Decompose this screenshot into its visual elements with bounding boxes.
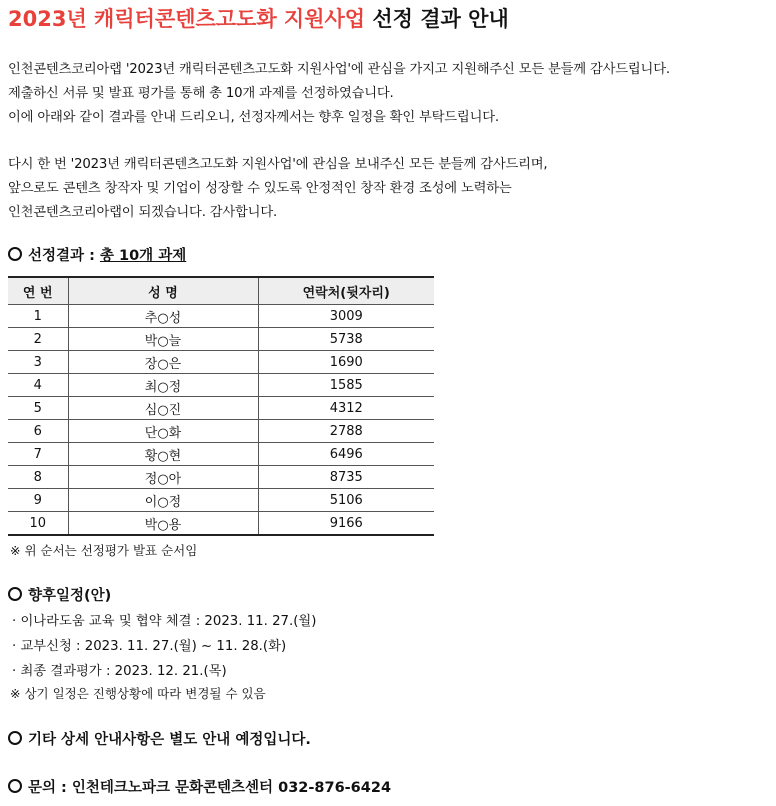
contact-digits: 1690: [258, 351, 434, 374]
results-heading-label: 선정결과 :: [28, 248, 100, 264]
person-name: 추○성: [68, 305, 258, 328]
hollow-circle-icon: [8, 247, 22, 261]
row-number: 7: [8, 443, 68, 466]
row-number: 1: [8, 305, 68, 328]
results-note: ※ 위 순서는 선정평가 발표 순서임: [10, 543, 198, 558]
person-name: 정○아: [68, 466, 258, 489]
hollow-circle-icon: [8, 587, 22, 601]
hollow-circle-icon: [8, 779, 22, 793]
title-highlight: 2023년 캐릭터콘텐츠고도화 지원사업: [8, 7, 366, 31]
etc-notice: [8, 730, 311, 750]
column-header: 연락처(뒷자리): [258, 277, 434, 305]
table-row: [8, 374, 434, 397]
schedule-heading: [8, 586, 111, 606]
table-row: [8, 305, 434, 328]
contact-text: 문의 : 인천테크노파크 문화콘텐츠센터 032-876-6424: [28, 780, 392, 796]
results-count: 총 10개 과제: [99, 248, 187, 264]
table-row: [8, 512, 434, 536]
column-header: 성 명: [68, 277, 258, 305]
column-header: 연 번: [8, 277, 68, 305]
intro-line: 이에 아래와 같이 결과를 안내 드리오니, 선정자께서는 향후 일정을 확인 부탁드립니다.: [8, 110, 499, 125]
schedule-note: ※ 상기 일정은 진행상황에 따라 변경될 수 있음: [10, 686, 266, 701]
intro-line: 인천콘텐츠코리아랩 '2023년 캐릭터콘텐츠고도화 지원사업'에 관심을 가지고 지원해주신 모든 분들께 감사드립니다.: [8, 62, 670, 77]
schedule-heading-label: 향후일정(안): [28, 588, 112, 604]
table-row: [8, 489, 434, 512]
row-number: 6: [8, 420, 68, 443]
contact-digits: 1585: [258, 374, 434, 397]
row-number: 10: [8, 512, 68, 536]
row-number: 8: [8, 466, 68, 489]
contact-info: [8, 778, 391, 798]
person-name: 장○은: [68, 351, 258, 374]
intro-line: 인천콘텐츠코리아랩이 되겠습니다. 감사합니다.: [8, 205, 278, 220]
schedule-item: · 교부신청 : 2023. 11. 27.(월) ~ 11. 28.(화): [12, 639, 287, 654]
table-row: [8, 328, 434, 351]
title-rest: 선정 결과 안내: [365, 7, 509, 31]
hollow-circle-icon: [8, 731, 22, 745]
page-title: [8, 4, 509, 34]
person-name: 박○용: [68, 512, 258, 536]
contact-digits: 8735: [258, 466, 434, 489]
intro-line: 제출하신 서류 및 발표 평가를 통해 총 10개 과제를 선정하였습니다.: [8, 86, 394, 101]
row-number: 2: [8, 328, 68, 351]
person-name: 이○정: [68, 489, 258, 512]
intro-line: 앞으로도 콘텐츠 창작자 및 기업이 성장할 수 있도록 안정적인 창작 환경 조성에 노력하는: [8, 181, 512, 196]
table-row: [8, 420, 434, 443]
person-name: 박○늘: [68, 328, 258, 351]
contact-digits: 9166: [258, 512, 434, 536]
row-number: 4: [8, 374, 68, 397]
etc-text: 기타 상세 안내사항은 별도 안내 예정입니다.: [28, 732, 311, 748]
intro-line: 다시 한 번 '2023년 캐릭터콘텐츠고도화 지원사업'에 관심을 보내주신 모든 분들께 감사드리며,: [8, 157, 548, 172]
row-number: 3: [8, 351, 68, 374]
table-row: [8, 466, 434, 489]
schedule-item: · 이나라도움 교육 및 협약 체결 : 2023. 11. 27.(월): [12, 614, 317, 629]
contact-digits: 5738: [258, 328, 434, 351]
table-row: [8, 443, 434, 466]
results-heading: [8, 246, 186, 266]
contact-digits: 2788: [258, 420, 434, 443]
contact-digits: 5106: [258, 489, 434, 512]
table-row: [8, 351, 434, 374]
schedule-item: · 최종 결과평가 : 2023. 12. 21.(목): [12, 664, 227, 679]
contact-digits: 3009: [258, 305, 434, 328]
row-number: 5: [8, 397, 68, 420]
person-name: 황○현: [68, 443, 258, 466]
contact-digits: 4312: [258, 397, 434, 420]
contact-digits: 6496: [258, 443, 434, 466]
results-table: [8, 276, 434, 536]
intro-text: [8, 58, 774, 225]
person-name: 심○진: [68, 397, 258, 420]
table-header-row: [8, 277, 434, 305]
person-name: 최○정: [68, 374, 258, 397]
person-name: 단○화: [68, 420, 258, 443]
row-number: 9: [8, 489, 68, 512]
table-row: [8, 397, 434, 420]
